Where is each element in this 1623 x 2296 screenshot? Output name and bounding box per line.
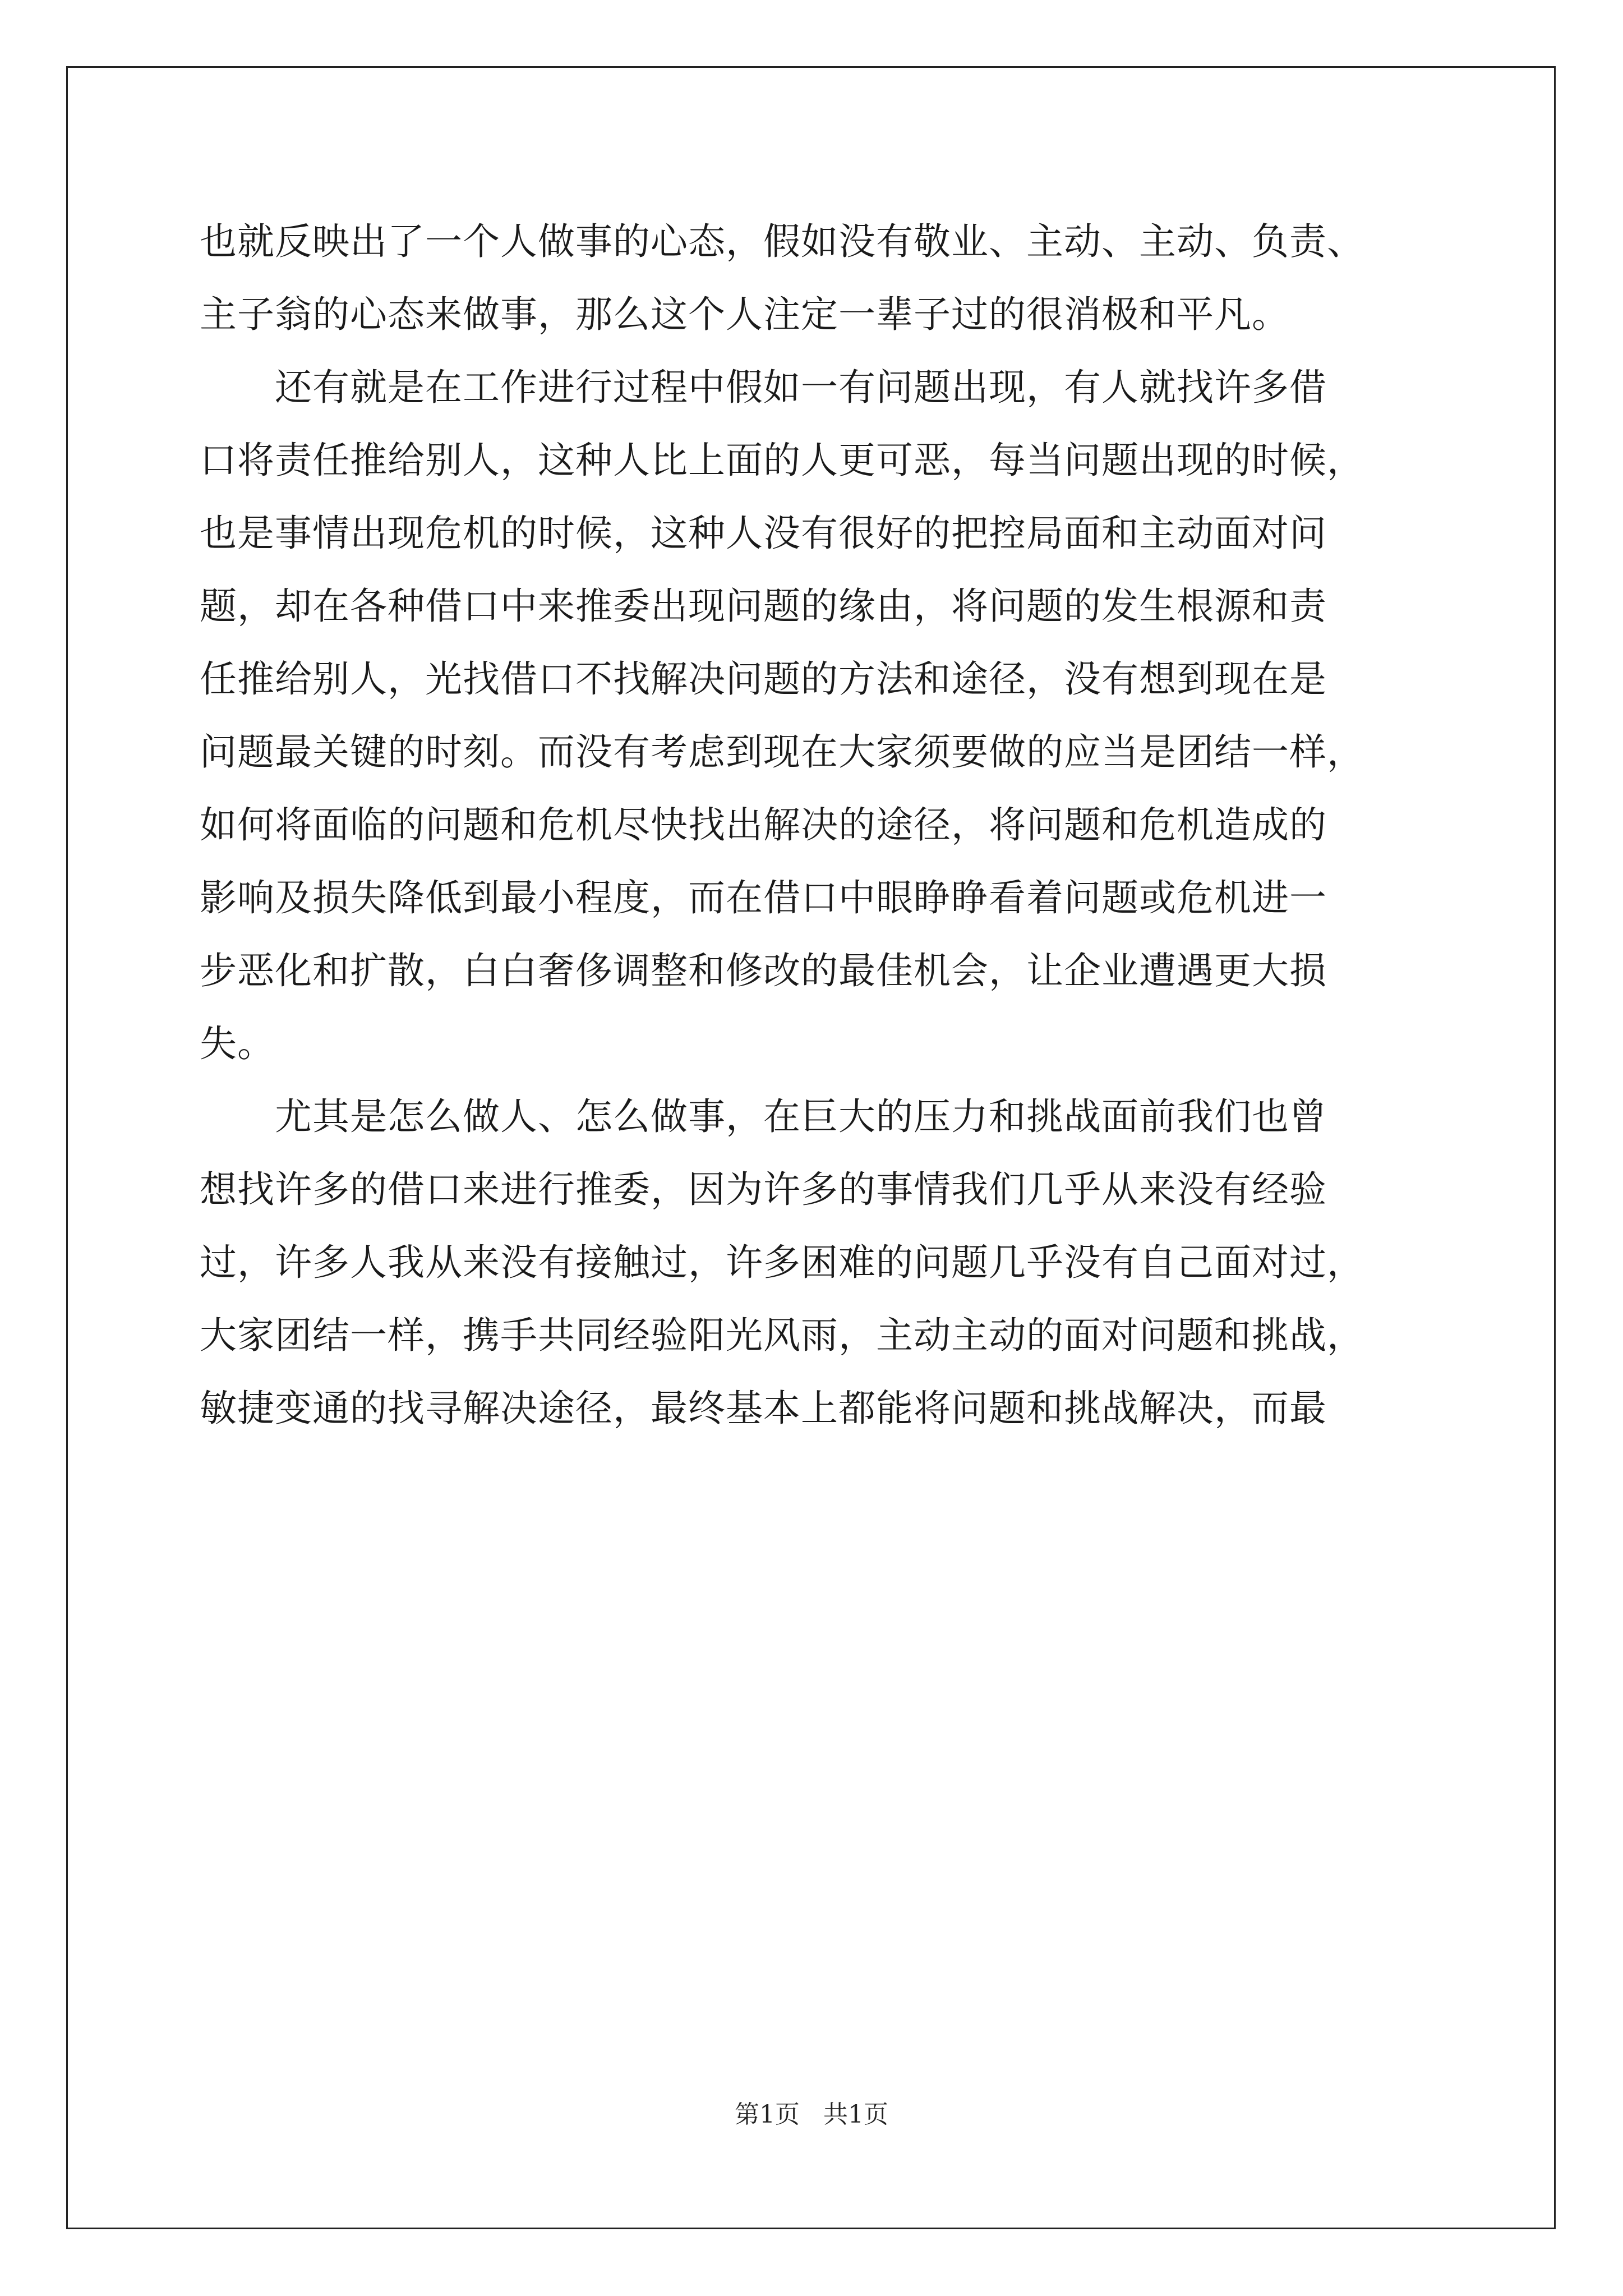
text-line: 失。 <box>200 1022 275 1065</box>
paragraph-start-line: 还有就是在工作进行过程中假如一有问题出现，有人就找许多借 <box>275 366 1327 409</box>
text-line: 步恶化和扩散，白白奢侈调整和修改的最佳机会，让企业遭遇更大损 <box>200 949 1327 992</box>
text-line: 也就反映出了一个人做事的心态，假如没有敬业、主动、主动、负责、 <box>200 220 1364 263</box>
page-number-footer: 第1页 共1页 <box>735 2100 888 2129</box>
text-line: 如何将面临的问题和危机尽快找出解决的途径，将问题和危机造成的 <box>200 803 1327 846</box>
text-line: 影响及损失降低到最小程度，而在借口中眼睁睁看着问题或危机进一 <box>200 876 1327 919</box>
text-line: 想找许多的借口来进行推委，因为许多的事情我们几乎从来没有经验 <box>200 1168 1327 1211</box>
text-line: 过，许多人我从来没有接触过，许多困难的问题几乎没有自己面对过， <box>200 1241 1364 1284</box>
text-line: 题，却在各种借口中来推委出现问题的缘由，将问题的发生根源和责 <box>200 585 1327 628</box>
text-line: 也是事情出现危机的时候，这种人没有很好的把控局面和主动面对问 <box>200 512 1327 555</box>
paragraph-start-line: 尤其是怎么做人、怎么做事，在巨大的压力和挑战面前我们也曾 <box>275 1095 1327 1138</box>
text-line: 问题最关键的时刻。而没有考虑到现在大家须要做的应当是团结一样， <box>200 730 1364 774</box>
text-line: 敏捷变通的找寻解决途径，最终基本上都能将问题和挑战解决，而最 <box>200 1387 1327 1430</box>
text-line: 大家团结一样，携手共同经验阳光风雨，主动主动的面对问题和挑战， <box>200 1314 1364 1357</box>
body-text <box>200 205 1422 1445</box>
text-line: 任推给别人，光找借口不找解决问题的方法和途径，没有想到现在是 <box>200 657 1327 701</box>
text-line: 主子翁的心态来做事，那么这个人注定一辈子过的很消极和平凡。 <box>200 293 1289 336</box>
text-line: 口将责任推给别人，这种人比上面的人更可恶，每当问题出现的时候， <box>200 439 1364 482</box>
